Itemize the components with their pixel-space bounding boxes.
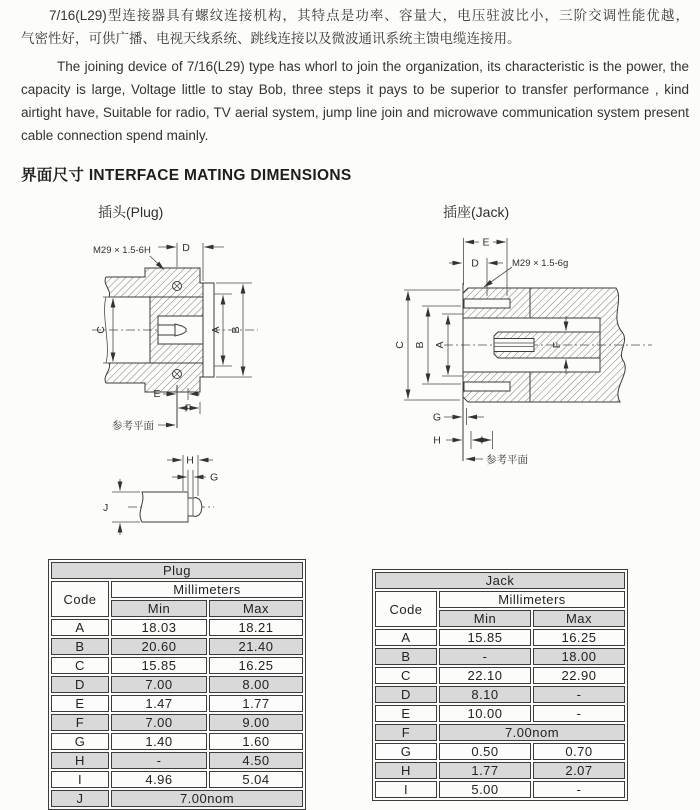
table-row: [375, 667, 625, 684]
table-cell: 1.47: [111, 695, 207, 712]
table-cell: 18.21: [209, 619, 303, 636]
table-title-row: [375, 572, 625, 589]
en-line: The joining device of 7/16(L29) type has whorl to join the organization, its characteristic is the power, the: [57, 59, 689, 74]
jack-dim-c: C: [394, 341, 406, 349]
en-line: airtight have, Suitable for radio, TV aerial system, jump line join and microwave communication system present: [21, 105, 689, 120]
table-row: [51, 695, 303, 712]
plug-ref-plane-label: 参考平面: [112, 420, 154, 432]
plug-shell-upper: [105, 268, 214, 297]
jack-dim-e: E: [482, 236, 490, 249]
plug-dim-f: F: [184, 402, 192, 415]
table-row: [375, 705, 625, 722]
table-cell: E: [375, 705, 437, 722]
table-cell: 7.00: [111, 676, 207, 693]
jack-drawing-title: 插座(Jack): [443, 204, 510, 220]
table-cell: 1.77: [439, 762, 531, 779]
table-row: [51, 638, 303, 655]
section-heading-cn: 界面尺寸: [21, 167, 85, 184]
table-cell: F: [375, 724, 437, 741]
plug-dim-a: A: [210, 326, 222, 334]
plug-drawing-title: 插头(Plug): [98, 204, 164, 220]
table-row: [375, 724, 625, 741]
table-cell: Min: [439, 610, 531, 627]
table-row: [375, 629, 625, 646]
table-cell: A: [51, 619, 109, 636]
table-cell: 0.50: [439, 743, 531, 760]
table-unit-row: [375, 591, 625, 608]
plug-dim-e: E: [153, 388, 161, 400]
table-cell: Millimeters: [439, 591, 625, 608]
table-cell: 5.00: [439, 781, 531, 798]
intro-paragraph-en: [21, 55, 689, 147]
jack-thread-label: M29 × 1.5-6g: [512, 258, 569, 269]
table-cell: G: [375, 743, 437, 760]
plug-dim-h: H: [186, 454, 194, 467]
en-line: capacity is large, Voltage little to stay Bob, three steps it pays to be superior to transfer performance , kind: [21, 82, 689, 97]
plug-dim-d: D: [182, 242, 190, 254]
table-cell: 4.50: [209, 752, 303, 769]
table-cell: -: [439, 648, 531, 665]
cn-line: 气密性好，可供广播、电视天线系统、跳线连接以及微波通讯系统主馈电缆连接用。: [21, 31, 521, 46]
table-row: [51, 771, 303, 788]
table-row: [51, 676, 303, 693]
table-cell: 4.96: [111, 771, 207, 788]
table-cell: 22.90: [533, 667, 625, 684]
table-cell: B: [375, 648, 437, 665]
cn-line: 7/16(L29)型连接器具有螺纹连接机构，其特点是功率、容量大，电压驻波比小，三阶交调性能优越，: [49, 8, 689, 23]
table-cell: E: [51, 695, 109, 712]
table-cell: 5.04: [209, 771, 303, 788]
table-cell: -: [533, 781, 625, 798]
table-row: [375, 762, 625, 779]
table-cell: 7.00nom: [439, 724, 625, 741]
table-cell: -: [111, 752, 207, 769]
table-cell: 18.03: [111, 619, 207, 636]
table-cell: F: [51, 714, 109, 731]
table-cell: J: [51, 790, 109, 807]
table-cell: 15.85: [439, 629, 531, 646]
table-cell: 16.25: [209, 657, 303, 674]
table-cell: Plug: [51, 562, 303, 579]
table-cell: C: [51, 657, 109, 674]
table-cell: Jack: [375, 572, 625, 589]
section-heading-en: INTERFACE MATING DIMENSIONS: [88, 167, 352, 184]
table-row: [51, 657, 303, 674]
jack-ref-plane-label: 参考平面: [486, 454, 528, 466]
table-cell: 2.07: [533, 762, 625, 779]
table-row: [51, 752, 303, 769]
table-cell: 21.40: [209, 638, 303, 655]
table-cell: -: [533, 686, 625, 703]
table-cell: -: [533, 705, 625, 722]
plug-dim-c: C: [95, 326, 107, 334]
table-cell: 1.77: [209, 695, 303, 712]
table-cell: I: [51, 771, 109, 788]
jack-dim-b: B: [414, 341, 426, 349]
jack-dim-i: I: [480, 434, 484, 447]
table-cell: H: [51, 752, 109, 769]
table-cell: D: [375, 686, 437, 703]
table-row: [375, 686, 625, 703]
jack-dim-h: H: [433, 434, 441, 447]
plug-dim-b: B: [230, 326, 242, 334]
plug-drawing: [92, 242, 258, 432]
table-cell: 1.60: [209, 733, 303, 750]
plug-table: [48, 559, 306, 810]
jack-table: [372, 569, 628, 801]
jack-dim-d: D: [471, 257, 479, 270]
plug-pin-view: [103, 455, 218, 536]
table-cell: B: [51, 638, 109, 655]
jack-dim-a: A: [434, 341, 446, 349]
table-cell: 16.25: [533, 629, 625, 646]
table-cell: Code: [375, 591, 437, 627]
table-cell: 8.00: [209, 676, 303, 693]
table-cell: Max: [209, 600, 303, 617]
table-row: [51, 733, 303, 750]
table-cell: Min: [111, 600, 207, 617]
table-row: [375, 743, 625, 760]
table-cell: 8.10: [439, 686, 531, 703]
plug-thread-label: M29 × 1.5-6H: [93, 245, 151, 256]
intro-paragraph-cn: [21, 4, 689, 50]
plug-dim-j: J: [103, 502, 109, 514]
jack-dim-f: F: [551, 341, 563, 349]
table-cell: 22.10: [439, 667, 531, 684]
jack-dim-g: G: [432, 411, 442, 424]
interface-dimension-drawings: [0, 228, 700, 558]
table-cell: 7.00: [111, 714, 207, 731]
plug-dim-g: G: [210, 471, 219, 484]
table-cell: H: [375, 762, 437, 779]
jack-drawing: [394, 237, 652, 467]
table-cell: C: [375, 667, 437, 684]
en-line: cable connection spend mainly.: [21, 128, 209, 143]
table-cell: 10.00: [439, 705, 531, 722]
table-row: [51, 714, 303, 731]
table-title-row: [51, 562, 303, 579]
table-cell: A: [375, 629, 437, 646]
table-cell: 20.60: [111, 638, 207, 655]
table-cell: Millimeters: [111, 581, 303, 598]
section-heading: [21, 163, 352, 185]
plug-pin-base: [158, 325, 175, 335]
table-cell: 7.00nom: [111, 790, 303, 807]
jack-socket-hole: [494, 339, 534, 352]
table-cell: 9.00: [209, 714, 303, 731]
table-cell: Code: [51, 581, 109, 617]
table-cell: I: [375, 781, 437, 798]
table-cell: D: [51, 676, 109, 693]
table-cell: 1.40: [111, 733, 207, 750]
table-unit-row: [51, 581, 303, 598]
table-row: [51, 619, 303, 636]
table-row: [51, 790, 303, 807]
table-cell: 15.85: [111, 657, 207, 674]
table-row: [375, 781, 625, 798]
table-cell: G: [51, 733, 109, 750]
table-cell: 18.00: [533, 648, 625, 665]
table-cell: 0.70: [533, 743, 625, 760]
table-cell: Max: [533, 610, 625, 627]
table-row: [375, 648, 625, 665]
